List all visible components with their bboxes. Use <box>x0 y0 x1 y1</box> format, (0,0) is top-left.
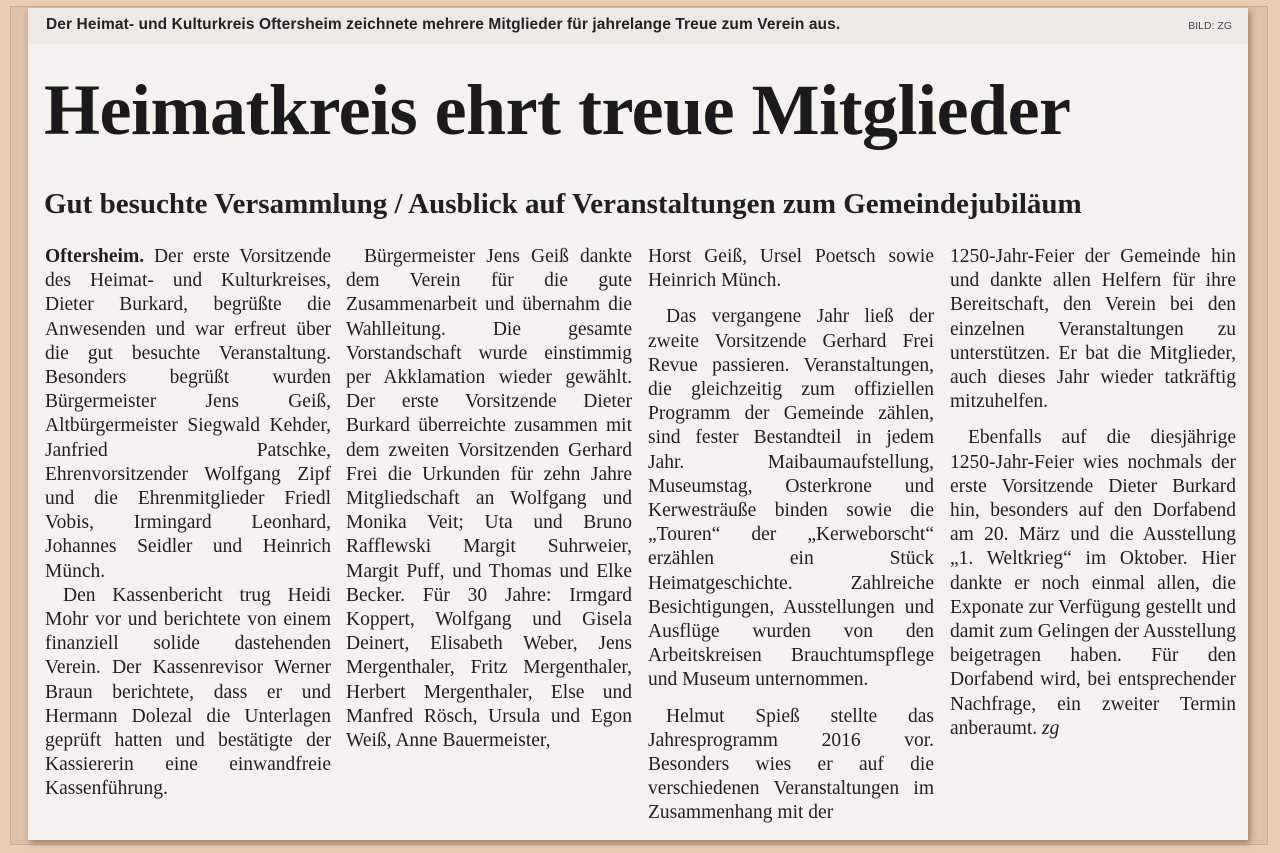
paragraph-1-text: Der erste Vorsitzende des Heimat- und Kulturkreises, Dieter Burkard, begrüßte die Anwesenden und war erfreut über die gut besuchte Veranstaltung. Besonders begrüßt wurden Bürgermeister Jens Geiß, Altbürgermeister Siegwald Kehder, Janfried Patschke, Ehrenvorsitzender Wolfgang Zipf und die Ehrenmitglieder Friedl Vobis, Irmingard Leonhard, Johannes Seidler und Heinrich Münch. <box>45 246 332 582</box>
article-paragraph-2: Den Kassenbericht trug Heidi Mohr vor und berichtete von einem finanziell solide dastehenden Verein. Der Kassenrevisor Werner Braun berichtete, dass er und Hermann Dolezal die Unterlagen geprüft hatten und bestätigte der Kassiererin eine einwandfreie Kassenführung. <box>45 584 331 800</box>
article-dateline: Oftersheim. <box>45 246 145 267</box>
newspaper-clipping <box>28 8 1248 840</box>
photo-caption-strip <box>28 8 1248 44</box>
author-initials: zg <box>1042 717 1060 739</box>
article-paragraph-4: Horst Geiß, Ursel Poetsch sowie Heinrich Münch. <box>648 246 934 292</box>
article-subheadline: Gut besuchte Versammlung / Ausblick auf Veranstaltungen zum Gemeindejubiläum <box>44 188 1082 220</box>
photo-credit: BILD: ZG <box>1188 20 1232 32</box>
article-paragraph-3: Bürgermeister Jens Geiß dankte dem Verein für die gute Zusammenarbeit und übernahm die Wahlleitung. Die gesamte Vorstandschaft wurde einstimmig per Akklamation wieder gewählt. Der erste Vorsitzende Dieter Burkard überreichte zusammen mit dem zweiten Vorsitzenden Gerhard Frei die Urkunden für zehn Jahre Mitgliedschaft an Wolfgang und Monika Veit; Uta und Bruno Rafflewski Margit Suhrweier, Margit Puff, und Thomas und Elke Becker. Für 30 Jahre: Irmgard Koppert, Wolfgang und Gisela Deinert, Elisabeth Weber, Jens Mergenthaler, Fritz Mergenthaler, Herbert Mergenthaler, Else und Manfred Rösch, Ursula und Egon Weiß, Anne Bauermeister, <box>346 246 632 752</box>
article-column-1 <box>45 245 331 802</box>
article-column-3 <box>648 245 934 826</box>
article-paragraph-6-continued: 1250-Jahr-Feier der Gemeinde hin und dankte allen Helfern für ihre Bereitschaft, den Verein bei den einzelnen Veranstaltungen zu unterstützen. Er bat die Mitglieder, auch dieses Jahr wieder tatkräftig mitzuhelfen. <box>950 246 1236 413</box>
article-column-4 <box>950 245 1236 741</box>
paragraph-7-text: Ebenfalls auf die diesjährige 1250-Jahr-Feier wies nochmals der erste Vorsitzende Dieter Burkard hin, besonders auf den Dorfabend am 20. März und die Ausstellung „1. Weltkrieg“ im Oktober. Hier dankte er noch einmal allen, die Exponate zur Verfügung gestellt und damit zum Gelingen der Ausstellung beigetragen haben. Für den Dorfabend wird, bei entsprechender Nachfrage, ein zweiter Termin anberaumt. <box>950 427 1236 739</box>
article-column-2 <box>346 245 632 753</box>
article-paragraph-6: Helmut Spieß stellte das Jahresprogramm 2016 vor. Besonders wies er auf die verschiedenen Veranstaltungen im Zusammenhang mit der <box>648 705 934 824</box>
article-paragraph-7 <box>950 426 1236 741</box>
article-headline: Heimatkreis ehrt treue Mitglieder <box>44 70 1071 150</box>
article-paragraph-5: Das vergangene Jahr ließ der zweite Vorsitzende Gerhard Frei Revue passieren. Veranstaltungen, die gleichzeitig zum offiziellen Programm der Gemeinde zählen, sind fester Bestandteil in jedem Jahr. Maibaumaufstellung, Museumstag, Osterkrone und Kerwesträuße binden sowie die „Touren“ der „Kerweborscht“ erzählen ein Stück Heimatgeschichte. Zahlreiche Besichtigungen, Ausstellungen und Ausflüge wurden von den Arbeitskreisen Brauchtumspflege und Museum unternommen. <box>648 306 934 691</box>
photo-caption: Der Heimat- und Kulturkreis Oftersheim zeichnete mehrere Mitglieder für jahrelange Treue zum Verein aus. <box>46 16 841 33</box>
article-paragraph-1 <box>45 245 331 584</box>
